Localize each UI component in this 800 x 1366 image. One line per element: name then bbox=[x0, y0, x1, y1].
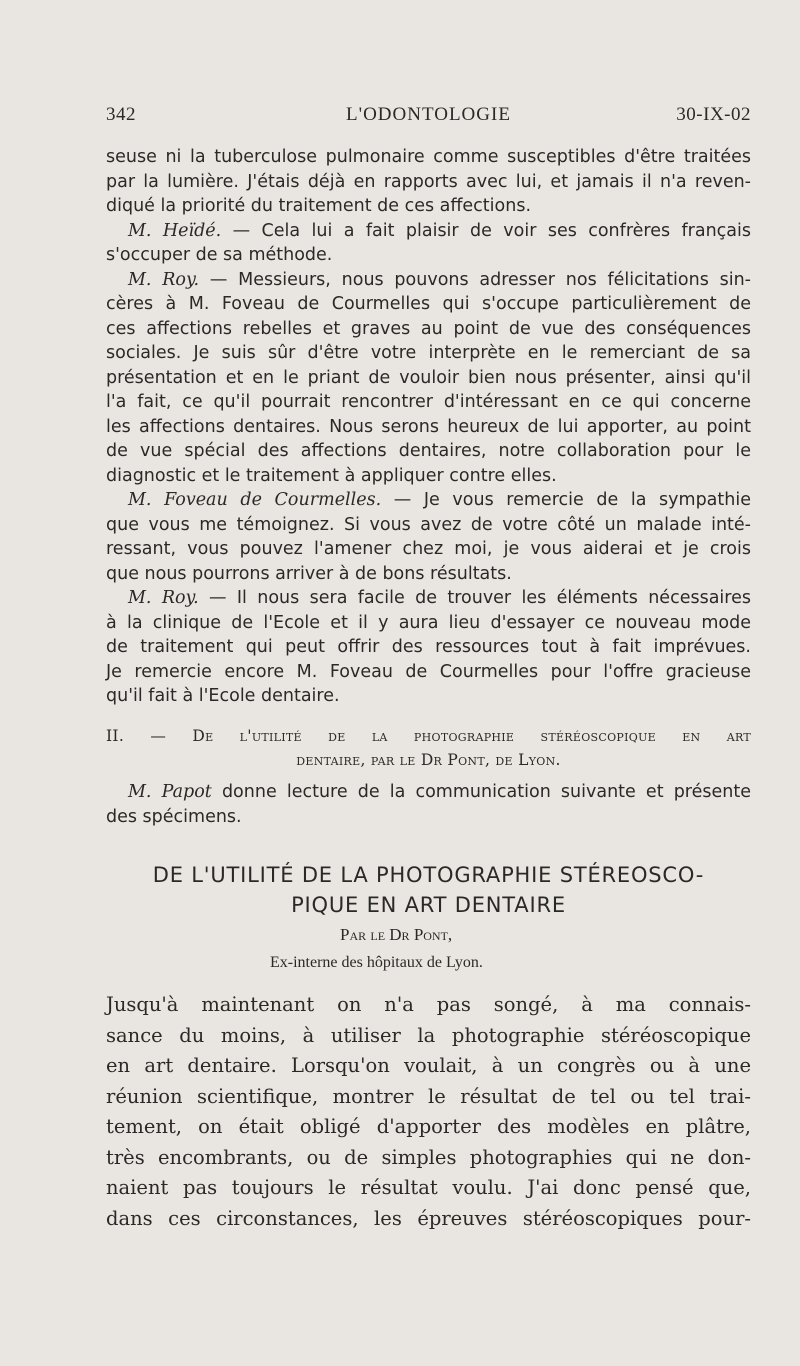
text-line: dans ces circonstances, les épreuves stéréoscopiques pour- bbox=[106, 1206, 751, 1230]
section-heading-line: II. — De l'utilité de la photographie stéréoscopique en art bbox=[106, 727, 751, 745]
text-line bbox=[106, 586, 751, 611]
issue-date: 30-IX-02 bbox=[676, 104, 751, 125]
article-title bbox=[106, 860, 751, 920]
text-line: que vous me témoignez. Si vous avez de votre côté un malade inté- bbox=[106, 514, 751, 535]
speaker-name: M. Roy. bbox=[128, 588, 199, 608]
text-line: ces affections rebelles et graves au point de vue des conséquences bbox=[106, 318, 751, 339]
speaker-name: M. Heïdé. bbox=[128, 220, 222, 241]
text-line: par la lumière. J'étais déjà en rapports avec lui, et jamais il n'a reven- bbox=[106, 171, 751, 192]
discussion-block bbox=[106, 145, 751, 709]
text-line: tement, on était obligé d'apporter des modèles en plâtre, bbox=[106, 1115, 751, 1138]
text-line bbox=[106, 219, 751, 244]
text-line: de vue spécial des affections dentaires, notre collaboration pour le bbox=[106, 441, 751, 461]
text-line: qu'il fait à l'Ecole dentaire. bbox=[106, 686, 340, 706]
speaker-name: M. Foveau de Courmelles. bbox=[128, 490, 382, 510]
speech-text: donne lecture de la communication suivante et présente bbox=[211, 782, 751, 802]
page-number: 342 bbox=[106, 104, 136, 125]
article-author bbox=[340, 922, 500, 948]
article-title-line: PIQUE EN ART DENTAIRE bbox=[291, 893, 566, 917]
running-title: L'ODONTOLOGIE bbox=[346, 104, 511, 125]
text-line: à la clinique de l'Ecole et il y aura lieu d'essayer ce nouveau mode bbox=[106, 612, 751, 633]
text-line: diagnostic et le traitement à appliquer contre elles. bbox=[106, 465, 557, 486]
text-line: ressant, vous pouvez l'amener chez moi, je vous aiderai et je crois bbox=[106, 539, 751, 559]
speech-text: — Je vous remercie de la sympathie bbox=[381, 490, 751, 510]
text-line: que nous pourrons arriver à de bons résultats. bbox=[106, 563, 512, 584]
speaker-name: M. Papot bbox=[128, 782, 212, 802]
text-line: cères à M. Foveau de Courmelles qui s'occupe particulièrement de bbox=[106, 294, 751, 314]
text-line: Je remercie encore M. Foveau de Courmelles pour l'offre gracieuse bbox=[106, 661, 751, 682]
text-line: en art dentaire. Lorsqu'on voulait, à un congrès ou à une bbox=[106, 1054, 751, 1077]
text-line: des spécimens. bbox=[106, 806, 242, 827]
text-line bbox=[106, 488, 751, 513]
text-line: de traitement qui peut offrir des ressources tout à fait imprévues. bbox=[106, 637, 751, 657]
speech-text: — Cela lui a fait plaisir de voir ses confrères français bbox=[221, 220, 751, 241]
text-line: les affections dentaires. Nous serons heureux de lui apporter, au point bbox=[106, 416, 751, 437]
text-line: seuse ni la tuberculose pulmonaire comme susceptibles d'être traitées bbox=[106, 147, 751, 167]
text-line bbox=[106, 780, 751, 805]
section-heading bbox=[106, 724, 751, 772]
text-line: l'a fait, ce qu'il pourrait rencontrer d'intéressant en ce qui concerne bbox=[106, 392, 751, 412]
text-line: sance du moins, à utiliser la photographie stéréoscopique bbox=[106, 1023, 751, 1047]
text-line: très encombrants, ou de simples photographies qui ne don- bbox=[106, 1145, 751, 1169]
article-title-line: DE L'UTILITÉ DE LA PHOTOGRAPHIE STÉREOSCO- bbox=[152, 863, 705, 887]
text-line: sociales. Je suis sûr d'être votre interprète en le remerciant de sa bbox=[106, 343, 751, 363]
running-header bbox=[106, 104, 751, 132]
speaker-name: M. Roy. bbox=[128, 269, 200, 290]
text-line bbox=[106, 268, 751, 293]
speech-text: — Il nous sera facile de trouver les éléments nécessaires bbox=[198, 588, 751, 608]
text-line: présentation et en le priant de vouloir bien nous présenter, ainsi qu'il bbox=[106, 367, 751, 388]
article-body bbox=[106, 990, 751, 1234]
text-line: diqué la priorité du traitement de ces affections. bbox=[106, 196, 532, 216]
text-line: s'occuper de sa méthode. bbox=[106, 245, 333, 265]
text-line: Jusqu'à maintenant on n'a pas songé, à ma connais- bbox=[106, 993, 751, 1016]
text-line: réunion scientifique, montrer le résultat de tel ou tel trai- bbox=[106, 1084, 751, 1108]
text-line: naient pas toujours le résultat voulu. J'ai donc pensé que, bbox=[106, 1176, 751, 1199]
author-affiliation: Ex-interne des hôpitaux de Lyon. bbox=[270, 954, 483, 971]
section-heading-line: dentaire, par le Dr Pont, de Lyon. bbox=[296, 751, 561, 769]
author-line: Par le Dr Pont, bbox=[340, 925, 453, 944]
speech-text: — Messieurs, nous pouvons adresser nos félicitations sin- bbox=[199, 269, 751, 290]
section-intro bbox=[106, 780, 751, 829]
